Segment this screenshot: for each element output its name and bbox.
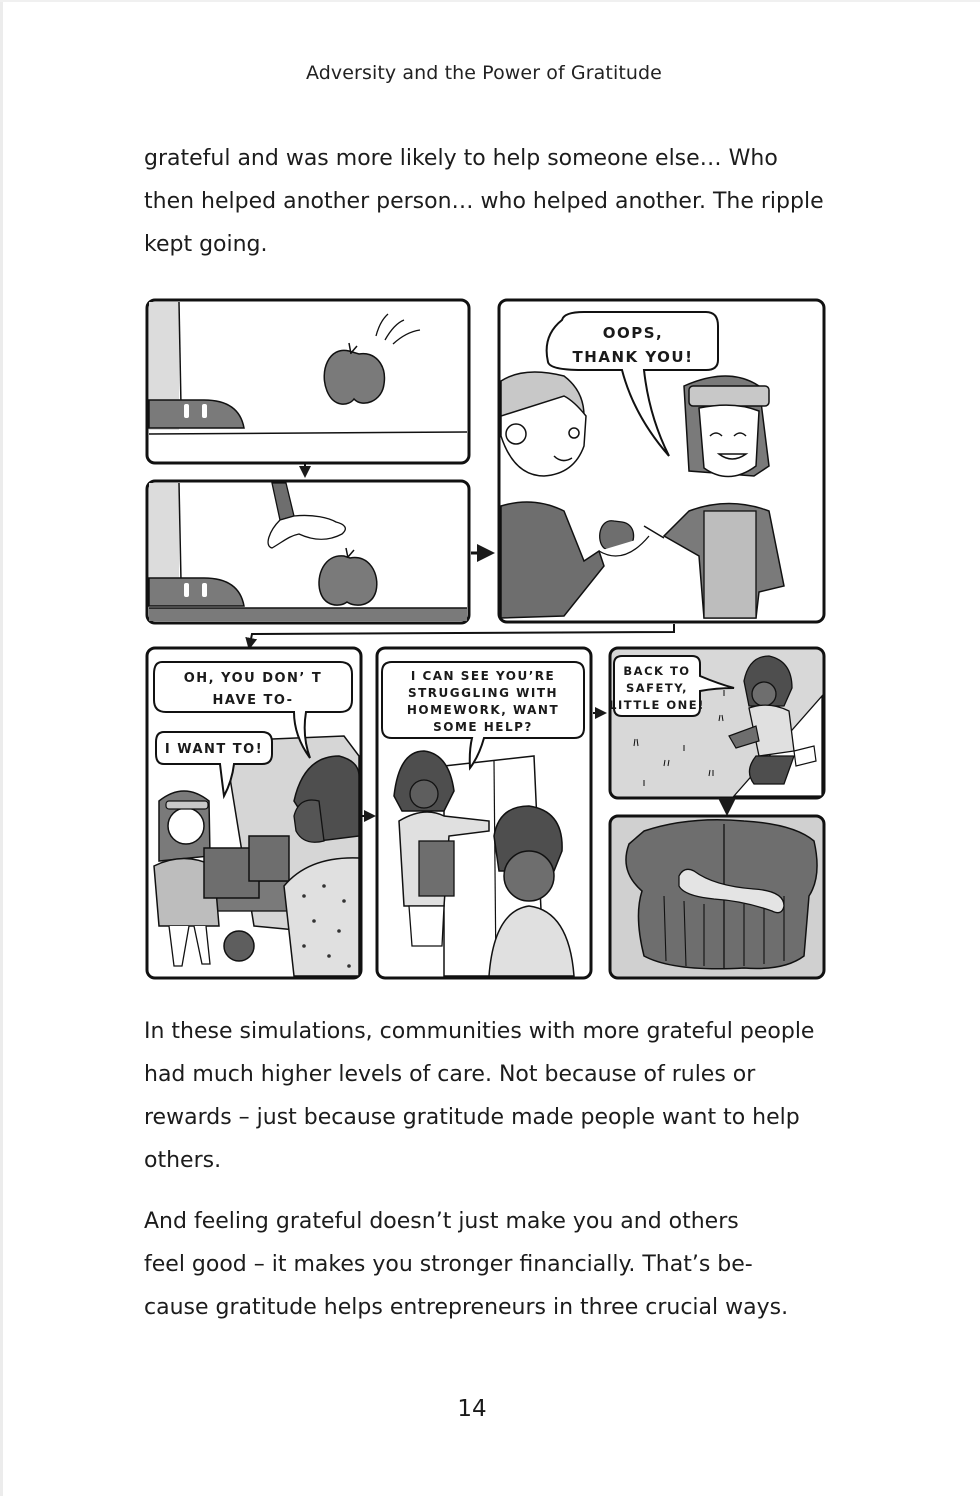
speech-text: STRUGGLING WITH <box>407 686 559 700</box>
comic-panel-4 <box>147 648 361 978</box>
text-line: others. <box>144 1148 222 1173</box>
comic-panel-2 <box>147 481 469 623</box>
paragraph-1 <box>144 137 844 266</box>
speech-text: I WANT TO! <box>164 742 264 757</box>
paragraph-3 <box>144 1200 844 1329</box>
speech-text: OH, YOU DON’ T <box>183 671 323 686</box>
speech-text: I CAN SEE YOU’RE <box>410 669 556 683</box>
speech-text: SAFETY, <box>625 681 689 695</box>
comic-panel-3 <box>499 300 824 622</box>
paragraph-2 <box>144 1010 844 1182</box>
speech-text: OOPS, <box>602 324 664 342</box>
text-line: then helped another person… who helped another. The ripple <box>144 189 824 214</box>
page-edge <box>0 0 3 1496</box>
speech-text: HAVE TO- <box>212 693 294 708</box>
comic-panel-1 <box>147 300 469 463</box>
page-number: 14 <box>457 1396 487 1422</box>
speech-text: HOMEWORK, WANT <box>406 703 560 717</box>
speech-text: THANK YOU! <box>572 348 694 366</box>
comic-panel-6 <box>609 648 824 798</box>
page-edge-top <box>0 0 980 2</box>
text-line: kept going. <box>144 232 268 257</box>
text-line: And feeling grateful doesn’t just make you and others <box>144 1209 739 1234</box>
comic-panel-7 <box>610 816 824 978</box>
speech-text: BACK TO <box>623 664 691 678</box>
text-line: rewards – just because gratitude made people want to help <box>144 1105 800 1130</box>
text-line: feel good – it makes you stronger financially. That’s be- <box>144 1252 753 1277</box>
running-head: Adversity and the Power of Gratitude <box>306 62 662 84</box>
speech-text: LITTLE ONE! <box>609 698 705 712</box>
comic-panel-5 <box>377 648 591 978</box>
comic-strip <box>144 296 828 982</box>
text-line: had much higher levels of care. Not because of rules or <box>144 1062 756 1087</box>
text-line: cause gratitude helps entrepreneurs in three crucial ways. <box>144 1295 789 1320</box>
text-line: In these simulations, communities with more grateful people <box>144 1019 815 1044</box>
text-line: grateful and was more likely to help someone else… Who <box>144 146 778 171</box>
speech-text: SOME HELP? <box>433 720 533 734</box>
